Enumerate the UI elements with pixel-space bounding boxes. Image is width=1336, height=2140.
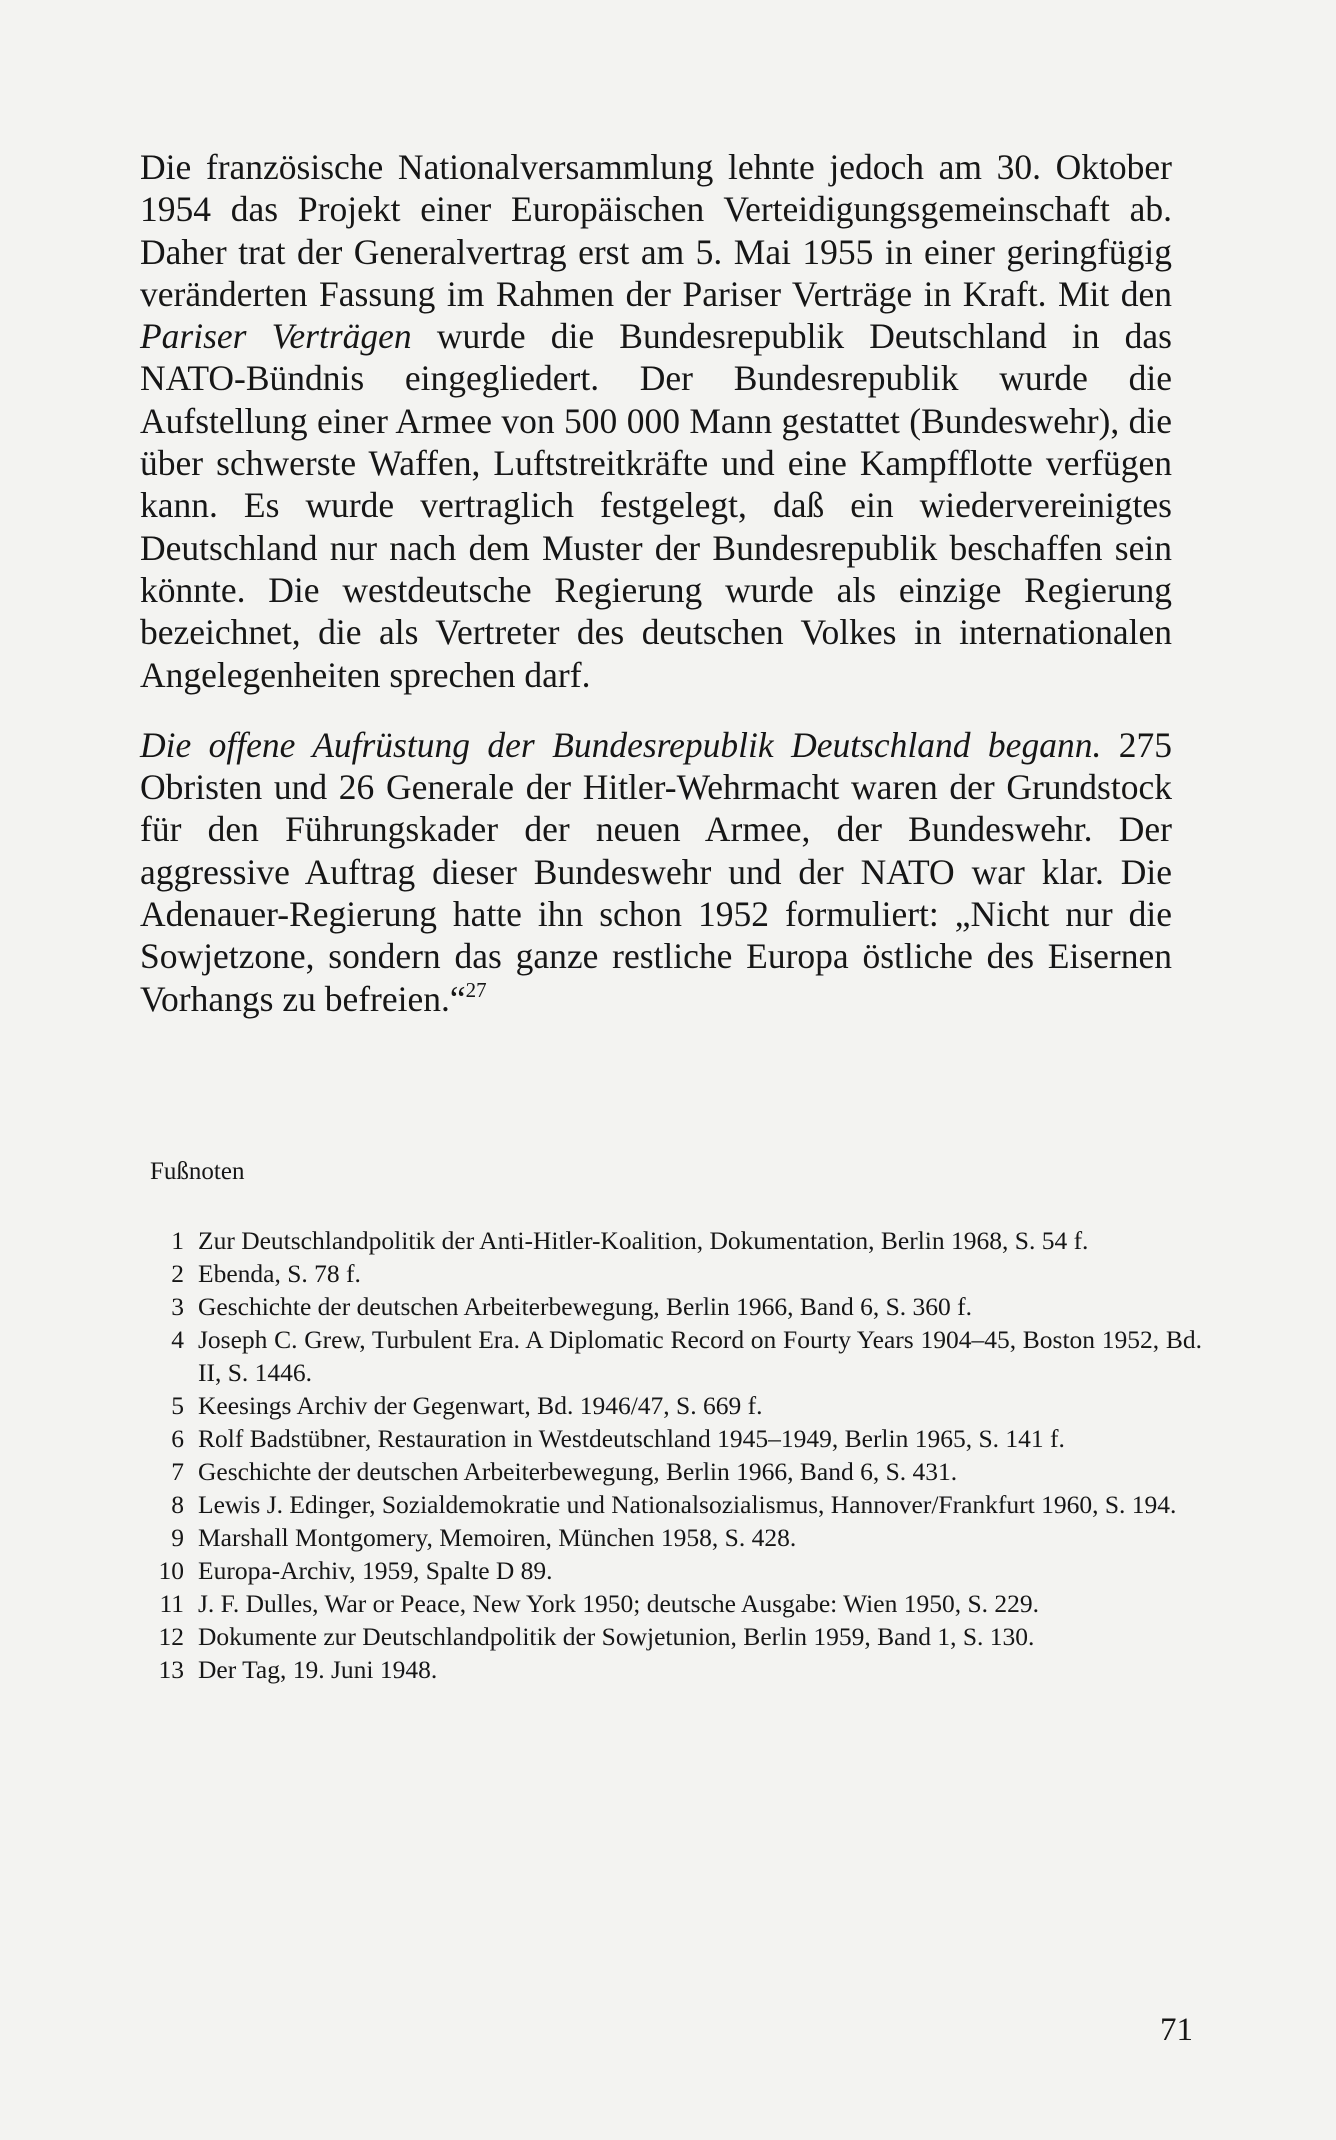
footnote [150,1620,1202,1653]
footnote-number: 2 [171,1259,184,1288]
footnote [150,1587,1202,1620]
footnote [150,1323,1202,1389]
footnotes-list [150,1224,1202,1686]
footnote [150,1389,1202,1422]
footnote-text: Geschichte der deutschen Arbeiterbewegung, Berlin 1966, Band 6, S. 360 f. [198,1292,973,1321]
footnote-text: Joseph C. Grew, Turbulent Era. A Diplomatic Record on Fourty Years 1904–45, Boston 1952, Bd. II, S. 1446. [198,1325,1202,1387]
footnote-number: 13 [158,1655,184,1684]
italic-emphasis: Die offene Aufrüstung der Bundesrepublik Deutschland begann. [140,724,1102,765]
footnote [150,1488,1202,1521]
footnote-text: Zur Deutschlandpolitik der Anti-Hitler-Koalition, Dokumentation, Berlin 1968, S. 54 f. [198,1226,1089,1255]
paragraph-text: Die französische Nationalversammlung lehnte jedoch am 30. Oktober 1954 das Projekt einer Europäischen Verteidigungsgemeinschaft ab. Daher trat der Generalvertrag erst am 5. Mai 1955 in einer geringfügig veränderten Fassung im Rahmen der Pariser Verträge in Kraft. Mit den [140,147,1172,314]
footnote [150,1422,1202,1455]
footnote-number: 8 [171,1490,184,1519]
footnote-text: Geschichte der deutschen Arbeiterbewegung, Berlin 1966, Band 6, S. 431. [198,1457,958,1486]
footnote-text: Dokumente zur Deutschlandpolitik der Sowjetunion, Berlin 1959, Band 1, S. 130. [198,1622,1035,1651]
footnote [150,1224,1202,1257]
footnote [150,1455,1202,1488]
footnote-number: 3 [171,1292,184,1321]
footnote-number: 6 [171,1424,184,1453]
footnote-number: 12 [158,1622,184,1651]
page-number: 71 [1160,2012,1193,2048]
footnote [150,1521,1202,1554]
footnote-number: 9 [171,1523,184,1552]
footnote-text: Der Tag, 19. Juni 1948. [198,1655,438,1684]
footnote-reference: 27 [465,977,487,1002]
footnote [150,1290,1202,1323]
main-text [140,146,1172,1020]
footnote-number: 10 [158,1556,184,1585]
footnote-number: 7 [171,1457,184,1486]
footnote-text: J. F. Dulles, War or Peace, New York 1950; deutsche Ausgabe: Wien 1950, S. 229. [198,1589,1040,1618]
footnote-number: 1 [171,1226,184,1255]
footnote [150,1653,1202,1686]
footnote-number: 5 [171,1391,184,1420]
footnotes-heading: Fußnoten [150,1158,245,1185]
footnote-number: 4 [171,1325,184,1354]
footnote-text: Marshall Montgomery, Memoiren, München 1958, S. 428. [198,1523,797,1552]
paragraph [140,724,1172,1020]
footnote-text: Ebenda, S. 78 f. [198,1259,361,1288]
footnote [150,1554,1202,1587]
paragraph-text: wurde die Bundesrepublik Deutschland in das NATO-Bündnis eingegliedert. Der Bundesrepublik wurde die Aufstellung einer Armee von 500 000 Mann gestattet (Bundeswehr), die über schwerste Waffen, Luftstreitkräfte und eine Kampfflotte verfügen kann. Es wurde vertraglich festgelegt, daß ein wiedervereinigtes Deutschland nur nach dem Muster der Bundesrepublik beschaffen sein könnte. Die westdeutsche Regierung wurde als einzige Regierung bezeichnet, die als Vertreter des deutschen Volkes in internationalen Angelegenheiten sprechen darf. [140,316,1172,695]
footnote-number: 11 [159,1589,184,1618]
footnote-text: Europa-Archiv, 1959, Spalte D 89. [198,1556,553,1585]
paragraph-text: 275 Obristen und 26 Generale der Hitler-Wehrmacht waren der Grundstock für den Führungskader der neuen Armee, der Bundeswehr. Der aggressive Auftrag dieser Bundeswehr und der NATO war klar. Die Adenauer-Regierung hatte ihn schon 1952 formuliert: „Nicht nur die Sowjetzone, sondern das ganze restliche Europa östliche des Eisernen Vorhangs zu befreien.“ [140,724,1172,1019]
footnote [150,1257,1202,1290]
footnote-text: Lewis J. Edinger, Sozialdemokratie und Nationalsozialismus, Hannover/Frankfurt 1960, S. 194. [198,1490,1177,1519]
italic-emphasis: Pariser Verträgen [140,316,412,357]
footnote-text: Rolf Badstübner, Restauration in Westdeutschland 1945–1949, Berlin 1965, S. 141 f. [198,1424,1065,1453]
paragraph [140,146,1172,696]
footnote-text: Keesings Archiv der Gegenwart, Bd. 1946/47, S. 669 f. [198,1391,763,1420]
